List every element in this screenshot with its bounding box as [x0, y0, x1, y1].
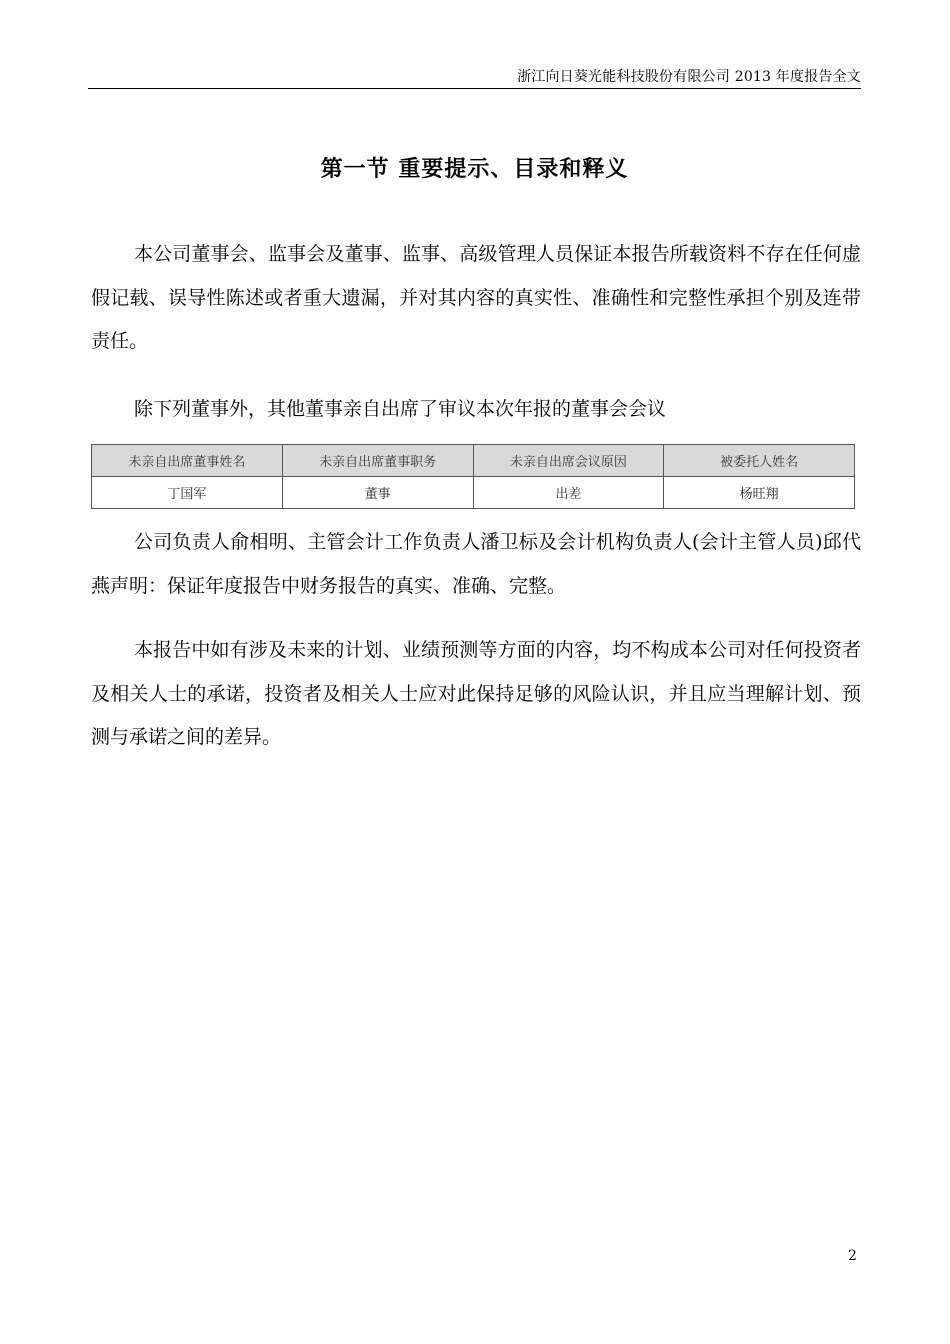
section-title: 第一节 重要提示、目录和释义	[320, 156, 629, 182]
responsible-persons-paragraph: 公司负责人俞相明、主管会计工作负责人潘卫标及会计机构负责人(会计主管人员)邱代燕声明：保证年度报告中财务报告的真实、准确、完整。	[91, 531, 861, 597]
attendance-paragraph: 除下列董事外，其他董事亲自出席了审议本次年报的董事会会议	[134, 398, 667, 420]
absent-directors-table	[91, 444, 855, 509]
page-header-text: 浙江向日葵光能科技股份有限公司 2013 年度报告全文	[517, 69, 861, 85]
table-header-cell: 被委托人姓名	[664, 445, 855, 477]
table-row	[92, 477, 855, 509]
table-header-row	[92, 445, 855, 477]
table-cell-proxy-name: 杨旺翔	[664, 477, 855, 509]
table-cell-director-name: 丁国军	[92, 477, 283, 509]
page-header	[88, 64, 861, 89]
table-header-cell: 未亲自出席会议原因	[473, 445, 664, 477]
forward-looking-paragraph: 本报告中如有涉及未来的计划、业绩预测等方面的内容，均不构成本公司对任何投资者及相关人士的承诺，投资者及相关人士应对此保持足够的风险认识，并且应当理解计划、预测与承诺之间的差异。	[91, 639, 861, 748]
table-cell-director-position: 董事	[282, 477, 473, 509]
page-number: 2	[848, 1248, 857, 1264]
guarantee-paragraph: 本公司董事会、监事会及董事、监事、高级管理人员保证本报告所载资料不存在任何虚假记载、误导性陈述或者重大遗漏，并对其内容的真实性、准确性和完整性承担个别及连带责任。	[91, 243, 861, 352]
table-header-cell: 未亲自出席董事职务	[282, 445, 473, 477]
table-cell-absence-reason: 出差	[473, 477, 664, 509]
table-header-cell: 未亲自出席董事姓名	[92, 445, 283, 477]
